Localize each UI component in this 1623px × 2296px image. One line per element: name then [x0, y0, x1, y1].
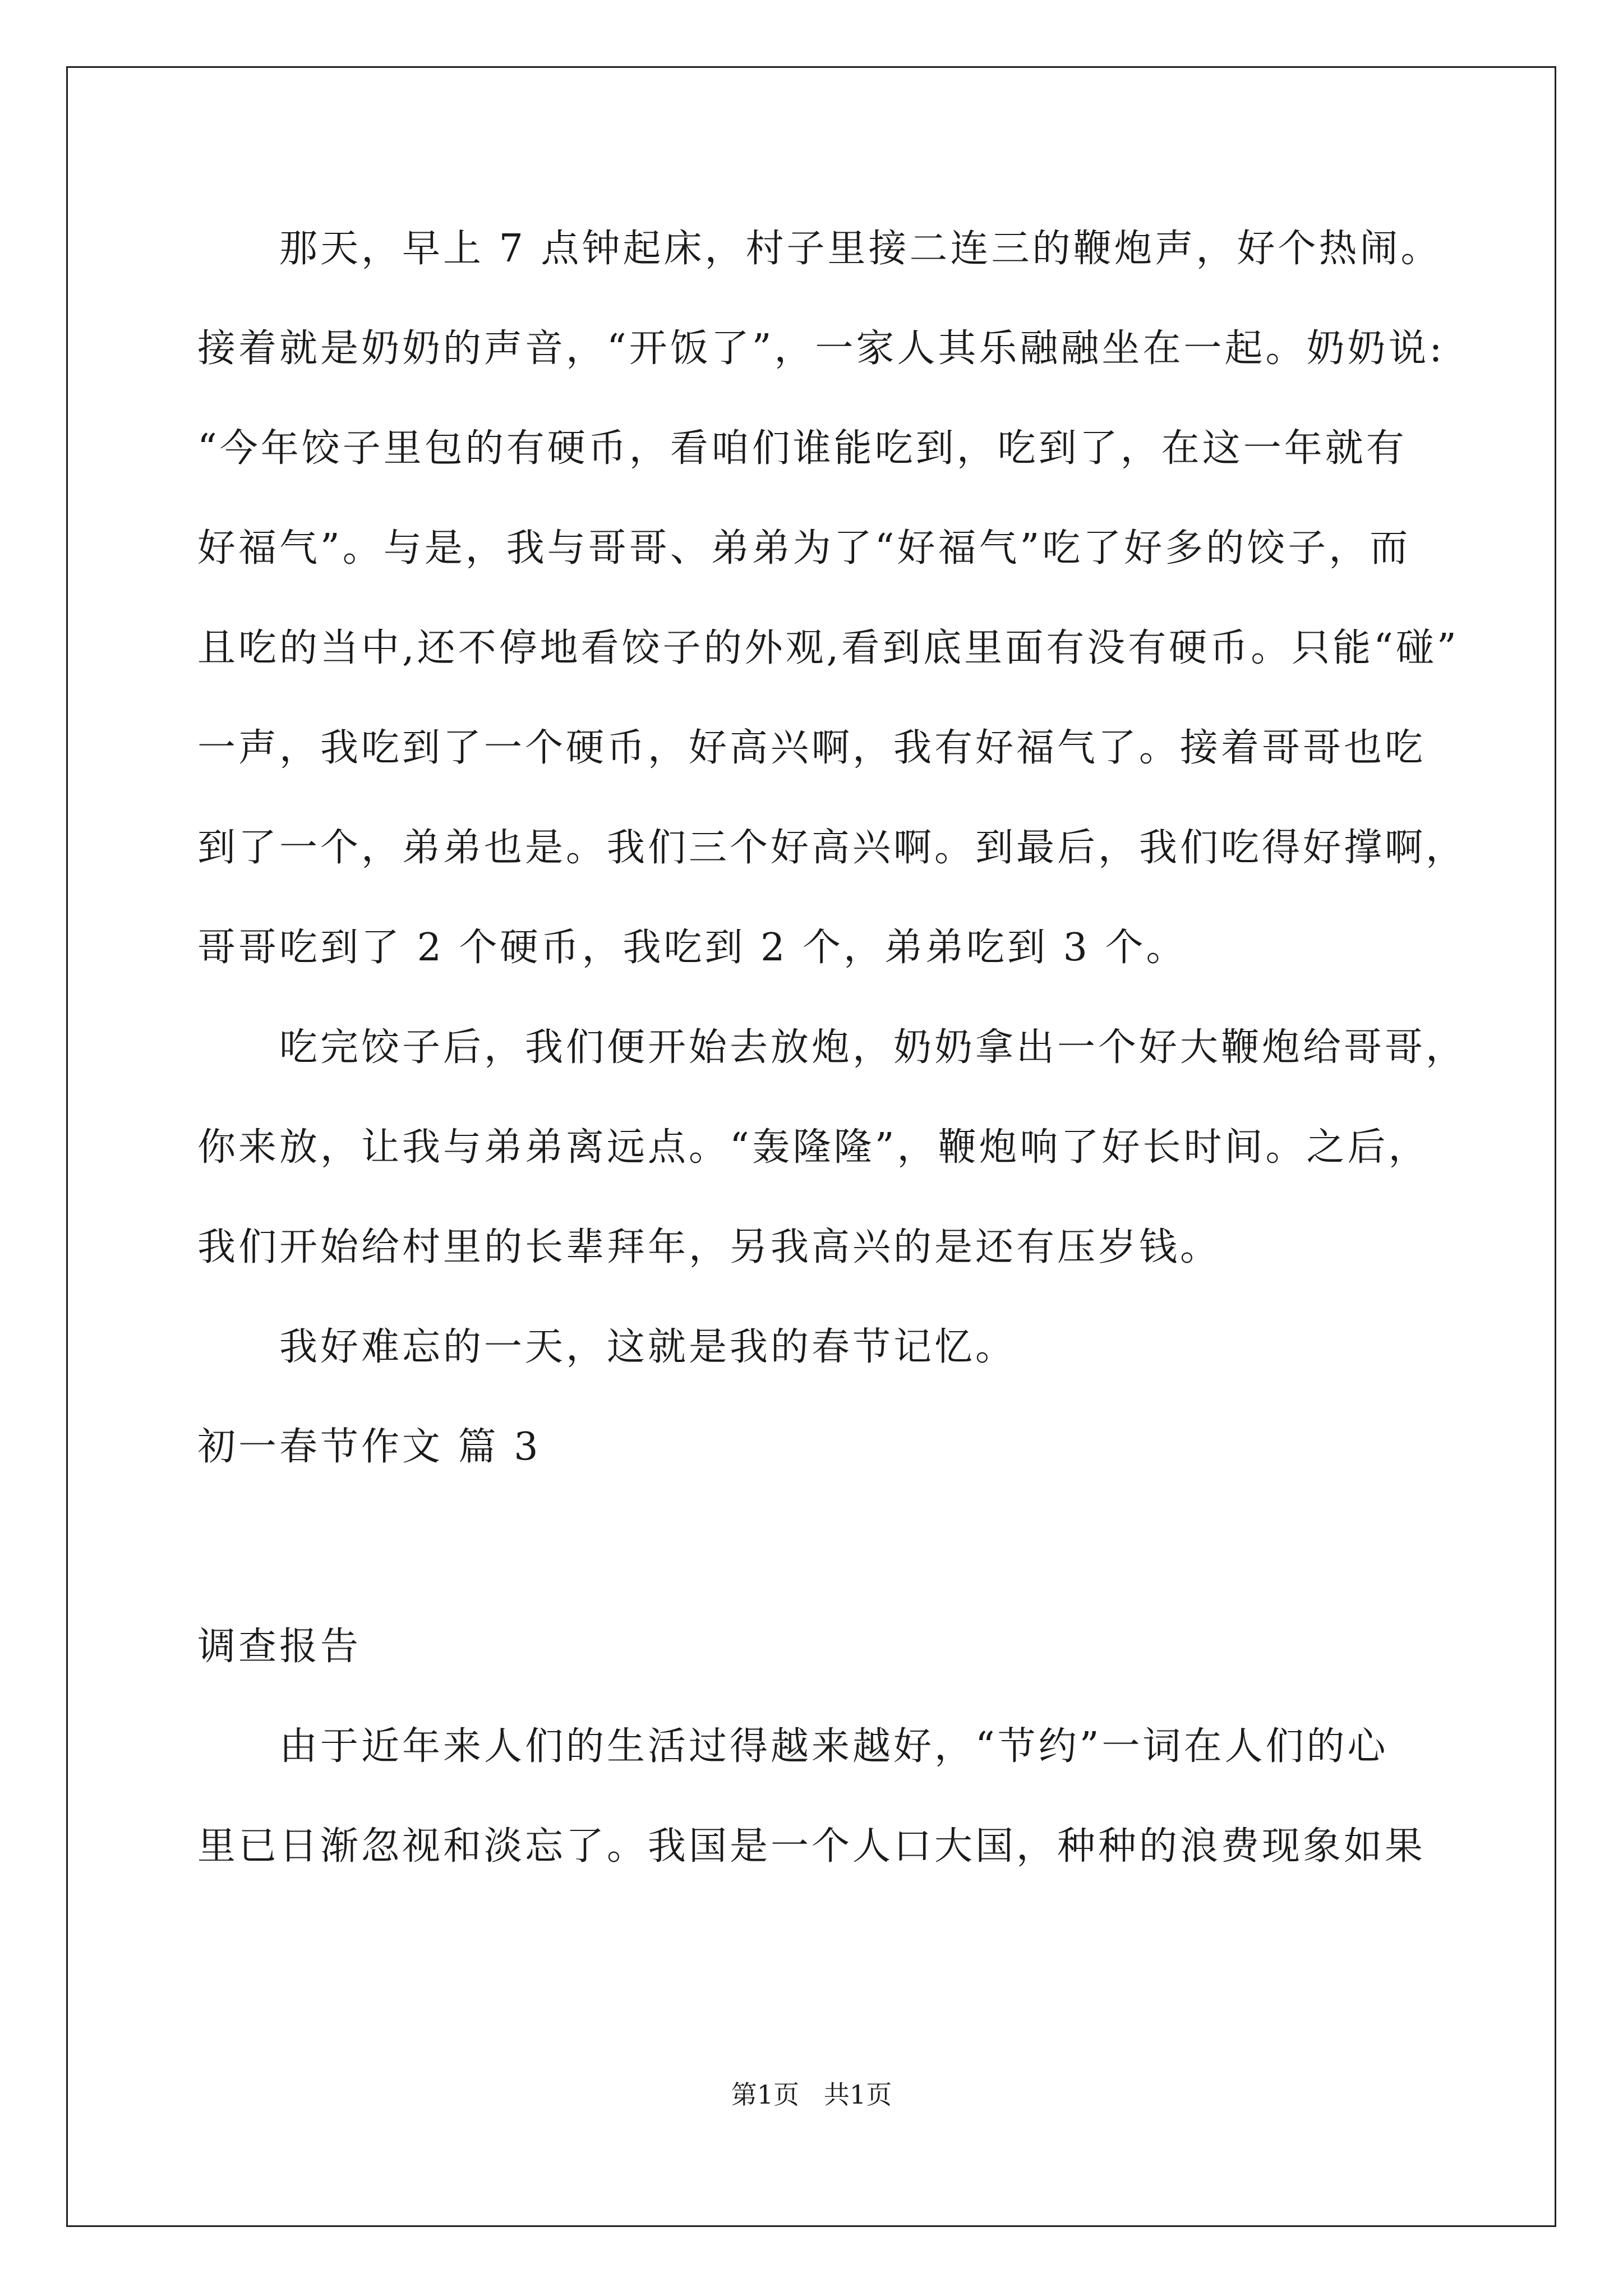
paragraph-line: 好福气”。与是，我与哥哥、弟弟为了“好福气”吃了好多的饺子，而 [197, 526, 1411, 570]
section-heading: 初一春节作文 篇 3 [197, 1425, 541, 1469]
paragraph-line: 那天，早上 7 点钟起床，村子里接二连三的鞭炮声，好个热闹。 [279, 227, 1442, 271]
paragraph-line: 接着就是奶奶的声音，“开饭了”，一家人其乐融融坐在一起。奶奶说: [197, 326, 1445, 371]
paragraph-line: 到了一个，弟弟也是。我们三个好高兴啊。到最后，我们吃得好撑啊， [197, 826, 1467, 870]
paragraph-line: 由于近年来人们的生活过得越来越好，“节约”一词在人们的心 [279, 1724, 1389, 1769]
page-number-footer: 第1页 共1页 [731, 2079, 892, 2110]
section-title: 调查报告 [197, 1625, 362, 1669]
paragraph-line: 里已日渐忽视和淡忘了。我国是一个人口大国，种种的浪费现象如果 [197, 1824, 1426, 1869]
paragraph-line: 哥哥吃到了 2 个硬币，我吃到 2 个，弟弟吃到 3 个。 [197, 926, 1187, 970]
paragraph-line: 一声，我吃到了一个硬币，好高兴啊，我有好福气了。接着哥哥也吃 [197, 726, 1426, 770]
paragraph-line: 吃完饺子后，我们便开始去放炮，奶奶拿出一个好大鞭炮给哥哥， [279, 1025, 1467, 1070]
paragraph-line: 你来放，让我与弟弟离远点。“轰隆隆”，鞭炮响了好长时间。之后， [197, 1125, 1430, 1170]
paragraph-line: “今年饺子里包的有硬币，看咱们谁能吃到，吃到了，在这一年就有 [197, 426, 1407, 471]
paragraph-line: 且吃的当中,还不停地看饺子的外观,看到底里面有没有硬币。只能“碰” [197, 626, 1459, 670]
paragraph-line: 我们开始给村里的长辈拜年，另我高兴的是还有压岁钱。 [197, 1225, 1221, 1269]
paragraph-line: 我好难忘的一天，这就是我的春节记忆。 [279, 1325, 1017, 1369]
